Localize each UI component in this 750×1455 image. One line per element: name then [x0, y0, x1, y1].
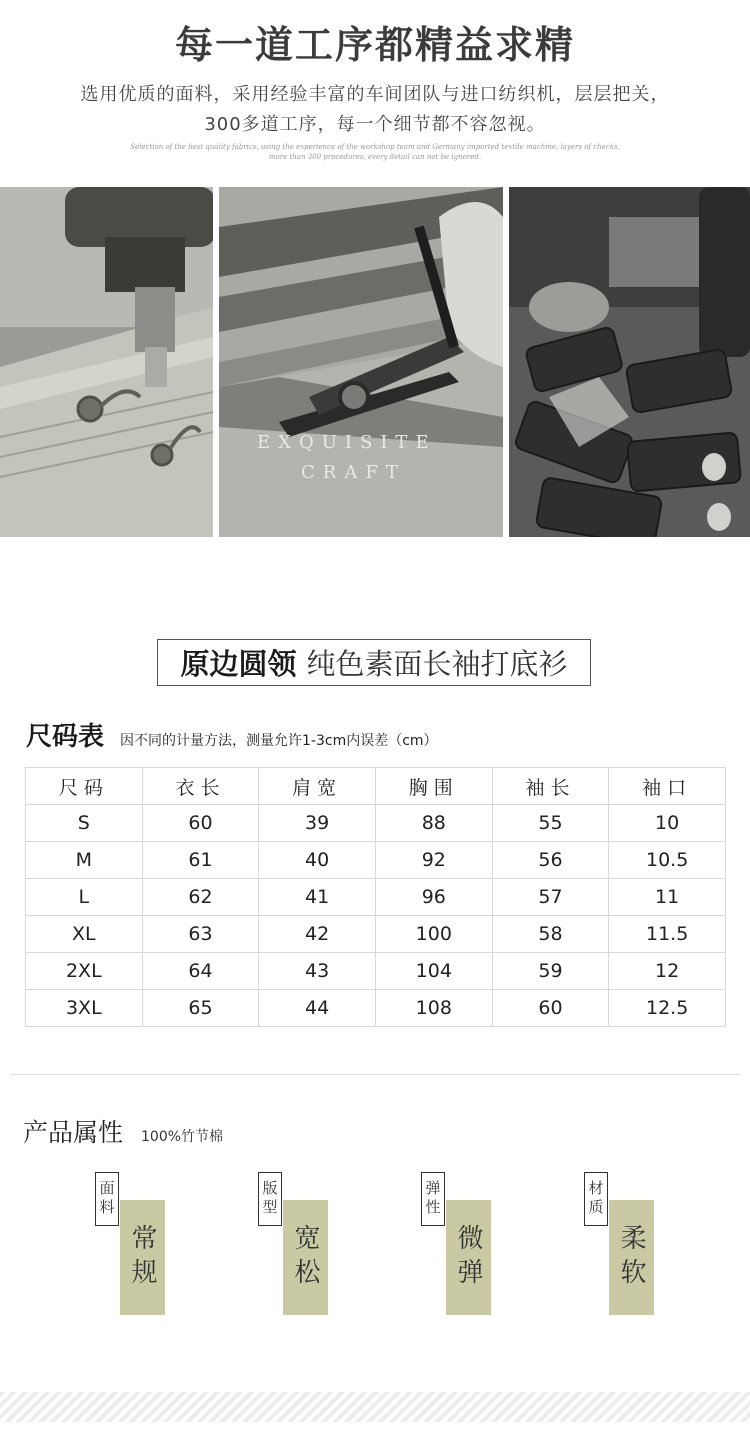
- table-cell: 39: [259, 805, 376, 842]
- table-row: [26, 879, 726, 916]
- table-cell: 11.5: [609, 916, 726, 953]
- attribute-label-box: [258, 1172, 282, 1226]
- table-cell: 60: [492, 990, 609, 1027]
- table-header-cell: 衣长: [142, 768, 259, 805]
- scissors-fabric-photo: [219, 187, 503, 537]
- size-chart-header: [26, 716, 438, 753]
- table-header-cell: 袖口: [609, 768, 726, 805]
- table-header-cell: 袖长: [492, 768, 609, 805]
- table-cell: 65: [142, 990, 259, 1027]
- attribute-elasticity: [421, 1172, 531, 1317]
- table-row: [26, 805, 726, 842]
- table-row: [26, 842, 726, 879]
- product-name-light: 纯色素面长袖打底衫: [306, 647, 568, 681]
- attributes-material: 100%竹节棉: [141, 1129, 224, 1145]
- attribute-value: 柔软: [616, 1223, 646, 1292]
- table-cell: 100: [375, 916, 492, 953]
- attribute-label: 版型: [260, 1180, 279, 1218]
- table-cell: 92: [375, 842, 492, 879]
- table-cell: 57: [492, 879, 609, 916]
- table-cell: 12.5: [609, 990, 726, 1027]
- hero-subtitle-line1: 选用优质的面料，采用经验丰富的车间团队与进口纺织机，层层把关，: [80, 84, 670, 105]
- craft-text-line2: CRAFT: [301, 462, 406, 483]
- attributes-title: 产品属性: [23, 1118, 124, 1147]
- attribute-value: 常规: [127, 1223, 157, 1292]
- attribute-fit: [258, 1172, 368, 1317]
- table-cell: 40: [259, 842, 376, 879]
- table-header-cell: 肩宽: [259, 768, 376, 805]
- table-cell: 41: [259, 879, 376, 916]
- attribute-label-box: [421, 1172, 445, 1226]
- table-row: [26, 990, 726, 1027]
- attribute-texture: [584, 1172, 694, 1317]
- table-cell: 10.5: [609, 842, 726, 879]
- table-row: [26, 916, 726, 953]
- size-table: [25, 767, 726, 1027]
- size-chart-note: 因不同的计量方法，测量允许1-3cm内误差（cm）: [120, 733, 438, 749]
- table-cell: 10: [609, 805, 726, 842]
- table-header-cell: 胸围: [375, 768, 492, 805]
- table-cell: XL: [26, 916, 143, 953]
- table-cell: 43: [259, 953, 376, 990]
- craft-text-line1: EXQUISITE: [257, 432, 437, 453]
- size-chart-title: 尺码表: [26, 722, 105, 752]
- attribute-label: 弹性: [423, 1180, 442, 1218]
- hero-subtitle-line2: 300多道工序，每一个细节都不容忽视。: [204, 114, 546, 135]
- table-cell: 44: [259, 990, 376, 1027]
- attribute-label: 材质: [586, 1180, 605, 1218]
- table-cell: 96: [375, 879, 492, 916]
- table-cell: M: [26, 842, 143, 879]
- table-cell: S: [26, 805, 143, 842]
- attribute-value-box: [283, 1200, 328, 1315]
- attribute-fabric: [95, 1172, 205, 1317]
- attribute-value: 微弹: [453, 1223, 483, 1292]
- thread-spools-photo: [509, 187, 750, 537]
- table-header-cell: 尺码: [26, 768, 143, 805]
- product-name-bold: 原边圆领: [180, 647, 297, 681]
- hero-title: 每一道工序都精益求精: [174, 23, 575, 67]
- table-cell: 56: [492, 842, 609, 879]
- product-name-box: [157, 639, 591, 686]
- table-cell: 58: [492, 916, 609, 953]
- table-cell: 108: [375, 990, 492, 1027]
- attribute-value: 宽松: [290, 1223, 320, 1292]
- attribute-label-box: [95, 1172, 119, 1226]
- table-cell: 2XL: [26, 953, 143, 990]
- table-cell: L: [26, 879, 143, 916]
- table-cell: 104: [375, 953, 492, 990]
- table-cell: 55: [492, 805, 609, 842]
- hero-english-line2: more than 300 procedures, every detail can not be ignored.: [268, 153, 482, 161]
- attribute-value-box: [120, 1200, 165, 1315]
- table-cell: 64: [142, 953, 259, 990]
- table-cell: 3XL: [26, 990, 143, 1027]
- attribute-value-box: [609, 1200, 654, 1315]
- table-cell: 63: [142, 916, 259, 953]
- table-row: [26, 953, 726, 990]
- decorative-stripe-band: [0, 1392, 750, 1422]
- table-cell: 11: [609, 879, 726, 916]
- attribute-label: 面料: [97, 1180, 116, 1218]
- table-cell: 60: [142, 805, 259, 842]
- table-cell: 62: [142, 879, 259, 916]
- attribute-value-box: [446, 1200, 491, 1315]
- table-cell: 12: [609, 953, 726, 990]
- attribute-label-box: [584, 1172, 608, 1226]
- hero-english-line1: Selection of the best quality fabrics, using the experience of the workshop team and Germany imported textile machine, layers of checks,: [130, 143, 620, 151]
- attributes-header: [23, 1113, 223, 1149]
- table-cell: 59: [492, 953, 609, 990]
- table-cell: 61: [142, 842, 259, 879]
- table-header-row: [26, 768, 726, 805]
- section-divider: [10, 1074, 740, 1075]
- sewing-machine-photo: [0, 187, 213, 537]
- table-cell: 88: [375, 805, 492, 842]
- table-cell: 42: [259, 916, 376, 953]
